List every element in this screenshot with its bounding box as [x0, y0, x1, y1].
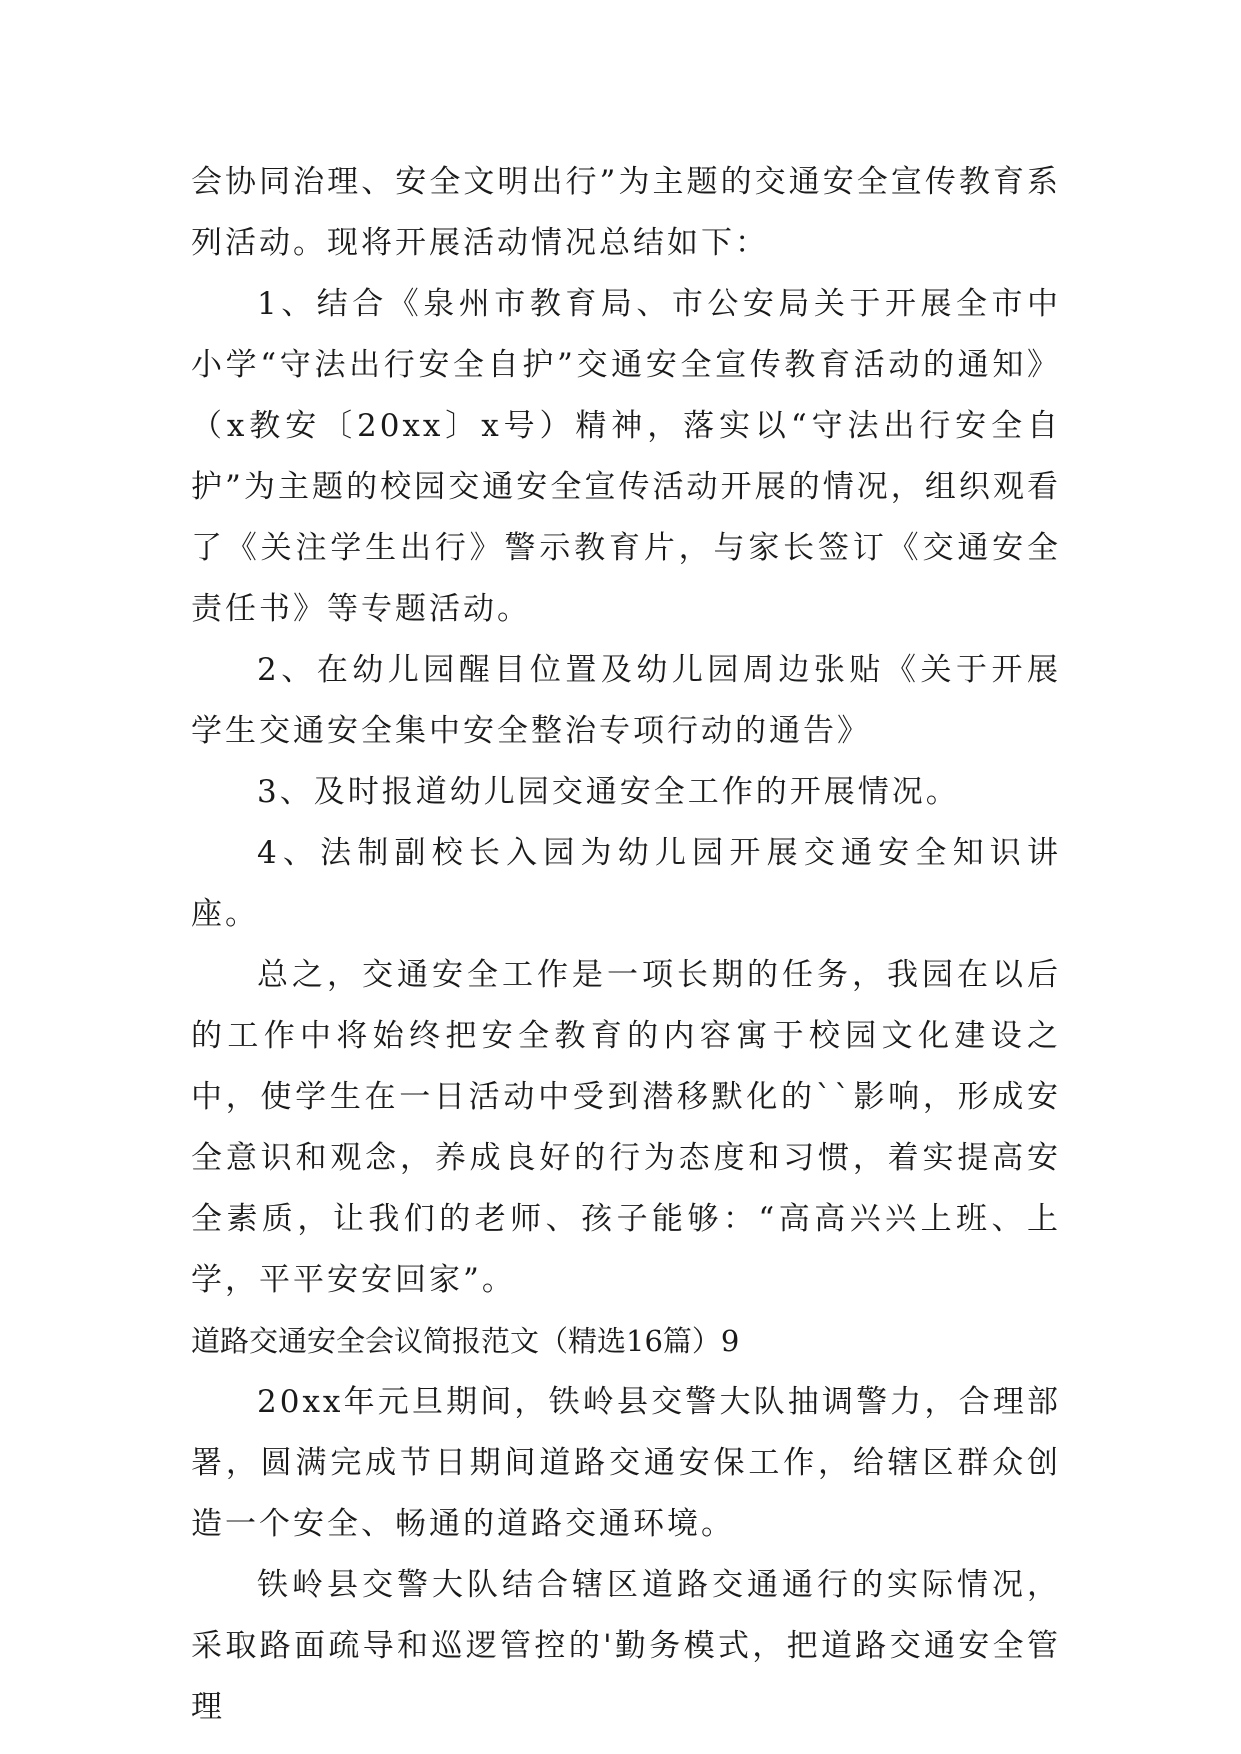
paragraph-item-4: 4、法制副校长入园为幼儿园开展交通安全知识讲座。 [191, 835, 1061, 932]
paragraph-section-intro: 20xx年元旦期间，铁岭县交警大队抽调警力，合理部署，圆满完成节日期间道路交通安保工作，给辖区群众创造一个安全、畅通的道路交通环境。 [191, 1384, 1061, 1542]
paragraph-item-2: 2、在幼儿园醒目位置及幼儿园周边张贴《关于开展学生交通安全集中安全整治专项行动的通告》 [191, 652, 1061, 749]
paragraph-item-3: 3、及时报道幼儿园交通安全工作的开展情况。 [257, 774, 960, 810]
paragraph-section-body: 铁岭县交警大队结合辖区道路交通通行的实际情况，采取路面疏导和巡逻管控的'勤务模式，把道路交通安全管理 [191, 1567, 1061, 1725]
paragraph-item-1: 1、结合《泉州市教育局、市公安局关于开展全市中小学“守法出行安全自护”交通安全宣传教育活动的通知》（x教安〔20xx〕x号）精神，落实以“守法出行安全自护”为主题的校园交通安全宣传活动开展的情况，组织观看了《关注学生出行》警示教育片，与家长签订《交通安全责任书》等专题活动。 [191, 286, 1061, 627]
paragraph-intro: 会协同治理、安全文明出行”为主题的交通安全宣传教育系列活动。现将开展活动情况总结如下： [191, 164, 1061, 261]
section-heading: 道路交通安全会议简报范文（精选16篇）9 [191, 1324, 740, 1358]
paragraph-conclusion: 总之，交通安全工作是一项长期的任务，我园在以后的工作中将始终把安全教育的内容寓于校园文化建设之中，使学生在一日活动中受到潜移默化的``影响，形成安全意识和观念，养成良好的行为态度和习惯，着实提高安全素质，让我们的老师、孩子能够：“高高兴兴上班、上学，平平安安回家”。 [191, 957, 1061, 1298]
document-body [191, 152, 1061, 1738]
